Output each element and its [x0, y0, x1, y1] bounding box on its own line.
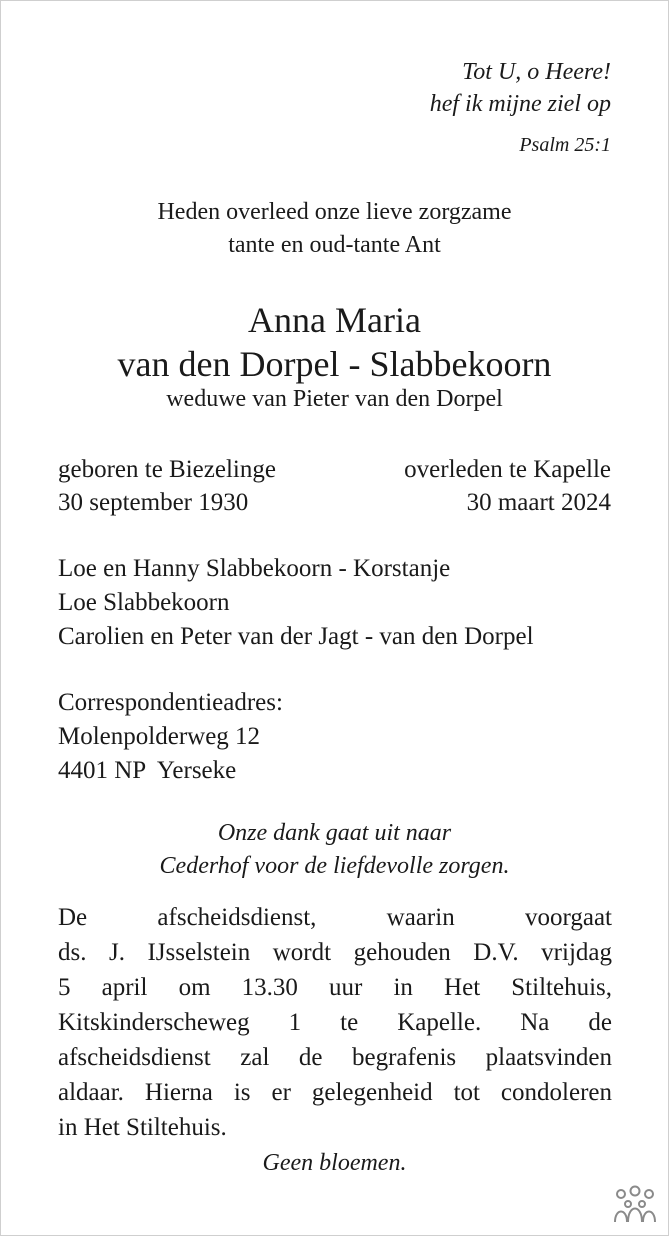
deceased-name [0, 298, 669, 386]
born-label: geboren te Biezelinge [58, 456, 276, 483]
address-label: Correspondentieadres: [58, 689, 283, 716]
intro-line-1: Heden overleed onze lieve zorgzame [157, 199, 512, 225]
people-group-icon [611, 1184, 659, 1226]
service-line: afscheidsdienst zal de begrafenis plaatsvinden [58, 1044, 612, 1071]
widow-of: weduwe van Pieter van den Dorpel [166, 386, 503, 412]
surname: van den Dorpel - Slabbekoorn [117, 344, 552, 384]
family-member: Loe en Hanny Slabbekoorn - Korstanje [58, 555, 451, 582]
service-line: 5 april om 13.30 uur in Het Stiltehuis, [58, 974, 612, 1001]
service-line: Kitskinderscheweg 1 te Kapelle. Na de [58, 1009, 612, 1036]
intro-text [0, 196, 669, 262]
died-date: 30 maart 2024 [466, 489, 611, 516]
family-list [58, 552, 534, 654]
verse-line-1: Tot U, o Heere! [462, 59, 611, 85]
first-names: Anna Maria [248, 300, 421, 340]
verse-line-2: hef ik mijne ziel op [429, 91, 611, 117]
address-street: Molenpolderweg 12 [58, 723, 261, 750]
no-flowers-note: Geen bloemen. [262, 1150, 407, 1176]
service-line: De afscheidsdienst, waarin voorgaat [58, 904, 612, 931]
born-date: 30 september 1930 [58, 489, 249, 516]
verse-reference: Psalm 25:1 [519, 134, 611, 156]
thanks-line-2: Cederhof voor de liefdevolle zorgen. [159, 853, 510, 879]
service-line: aldaar. Hierna is er gelegenheid tot condoleren [58, 1079, 612, 1106]
birth-death-dates [58, 453, 611, 519]
service-details [58, 900, 612, 1145]
bible-verse [430, 56, 611, 120]
family-member: Carolien en Peter van der Jagt - van den Dorpel [58, 623, 534, 650]
service-line: in Het Stiltehuis. [58, 1114, 227, 1141]
thanks-line-1: Onze dank gaat uit naar [217, 820, 452, 846]
service-line: ds. J. IJsselstein wordt gehouden D.V. vrijdag [58, 939, 612, 966]
died-label: overleden te Kapelle [404, 456, 611, 483]
intro-line-2: tante en oud-tante Ant [228, 232, 441, 258]
correspondence-address [58, 686, 283, 788]
thanks-text [0, 817, 669, 883]
address-city: 4401 NP Yerseke [58, 757, 237, 784]
family-member: Loe Slabbekoorn [58, 589, 230, 616]
